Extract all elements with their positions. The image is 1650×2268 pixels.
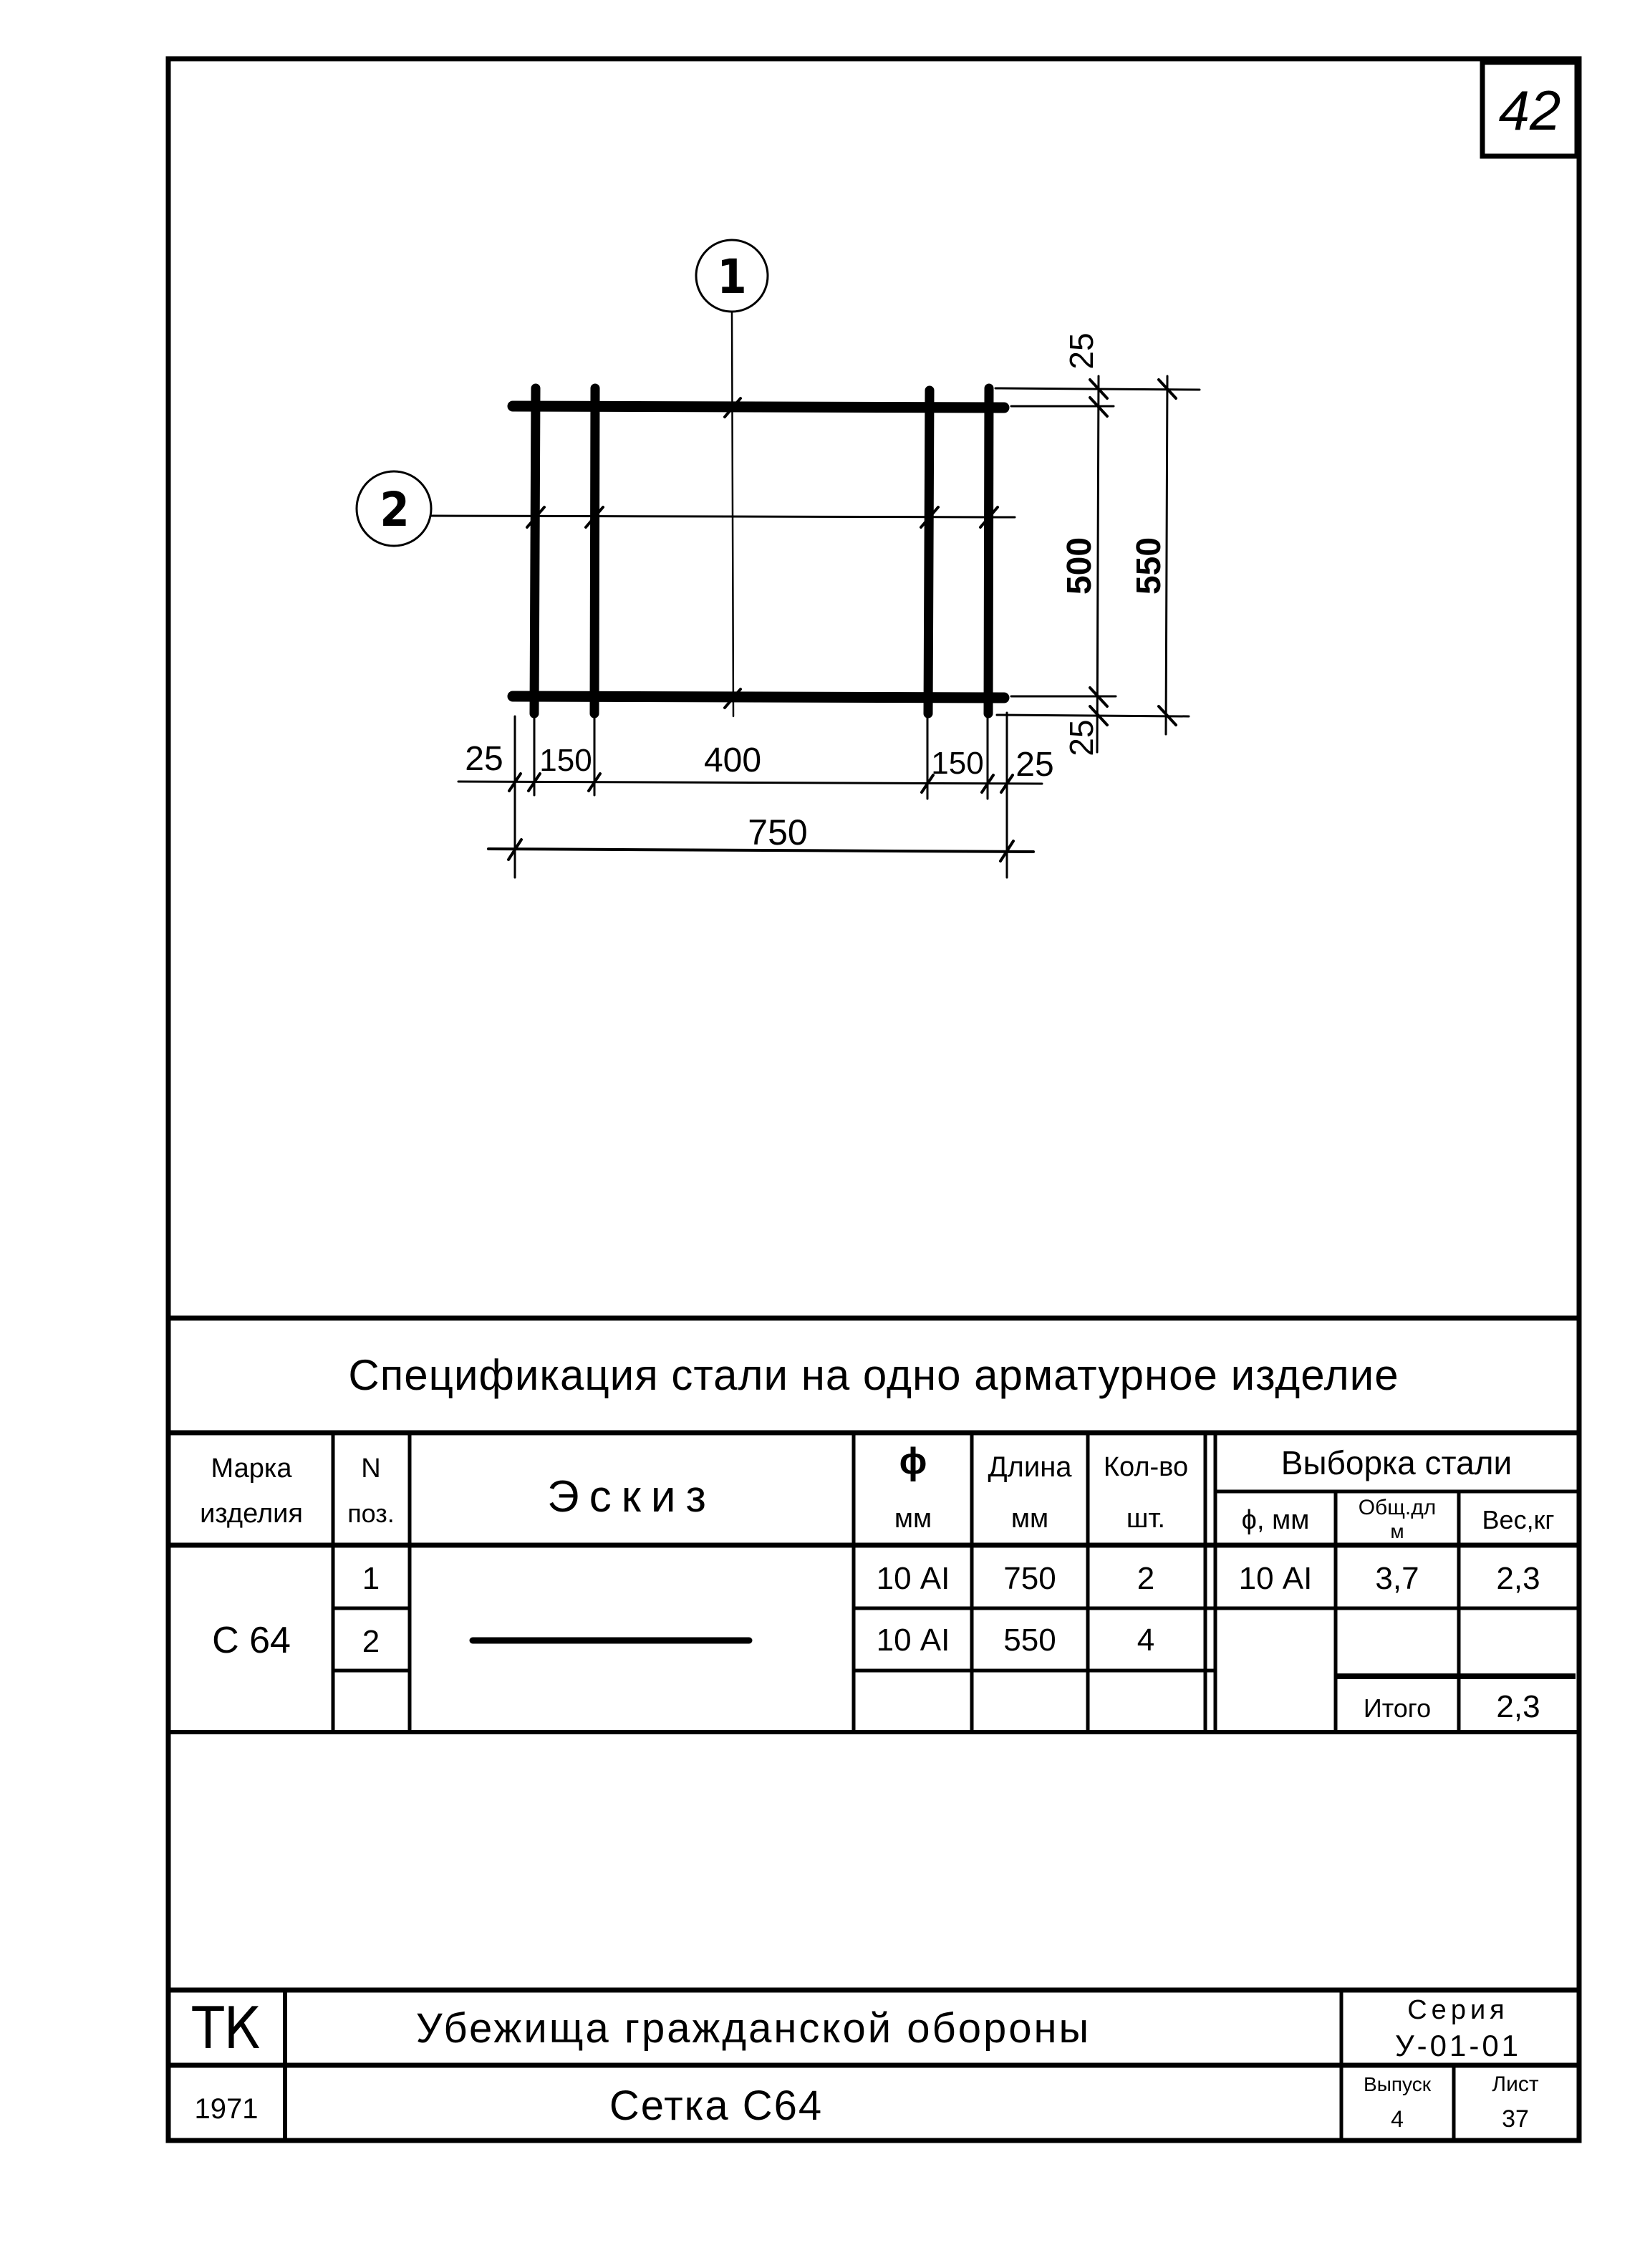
- header-pos-line2: поз.: [347, 1499, 395, 1528]
- dim-label-left-offset: 25: [465, 740, 503, 778]
- row-1-diameter: 10 АI: [876, 1561, 950, 1596]
- row-2-position: 2: [362, 1624, 380, 1659]
- header-selection-diameter: ϕ, мм: [1241, 1505, 1310, 1535]
- dim-label-bottom-offset: 25: [1063, 719, 1100, 756]
- dim-label-right-spacing: 150: [931, 746, 984, 781]
- header-diameter-line1: ϕ: [899, 1441, 927, 1482]
- header-selection-weight: Вес,кг: [1482, 1505, 1555, 1534]
- sheet-label: Лист: [1492, 2072, 1539, 2096]
- callout-position-1: 1: [717, 249, 747, 304]
- spec-title: Спецификация стали на одно арматурное изделие: [348, 1351, 1399, 1399]
- issue-value: 4: [1391, 2106, 1404, 2132]
- row-2-diameter: 10 АI: [876, 1623, 950, 1658]
- sheet-frame: [168, 59, 1579, 2140]
- header-qty-line1: Кол-во: [1103, 1452, 1189, 1482]
- header-steel-selection: Выборка стали: [1280, 1444, 1512, 1481]
- dim-label-right-offset: 25: [1015, 746, 1054, 784]
- row-1-position: 1: [362, 1561, 380, 1596]
- page-number: 42: [1498, 79, 1561, 142]
- sheet-title: Сетка С64: [609, 2082, 824, 2129]
- dim-label-left-spacing: 150: [539, 743, 592, 778]
- selection-row-1-diameter: 10 АI: [1238, 1561, 1313, 1596]
- total-weight-value: 2,3: [1496, 1689, 1540, 1724]
- header-sketch: Эскиз: [547, 1472, 716, 1522]
- header-selection-total-length-line1: Общ.дл: [1358, 1496, 1437, 1519]
- dim-label-middle-spacing: 400: [703, 741, 762, 779]
- dim-label-top-offset: 25: [1063, 332, 1100, 370]
- row-2-quantity: 4: [1137, 1623, 1155, 1658]
- organization-code: ТК: [192, 1995, 261, 2062]
- product-mark: С 64: [212, 1620, 291, 1661]
- header-diameter-line2: мм: [894, 1504, 932, 1534]
- dim-label-overall-width: 750: [748, 812, 808, 852]
- total-label: Итого: [1363, 1693, 1432, 1723]
- header-length-line1: Длина: [988, 1451, 1072, 1483]
- selection-row-1-weight: 2,3: [1496, 1561, 1540, 1596]
- row-2-length: 550: [1003, 1623, 1056, 1658]
- year: 1971: [194, 2093, 259, 2125]
- header-pos-line1: N: [361, 1453, 381, 1484]
- issue-label: Выпуск: [1364, 2073, 1431, 2095]
- selection-row-1-total-length: 3,7: [1375, 1561, 1419, 1596]
- header-mark-line1: Марка: [211, 1453, 292, 1484]
- dim-label-inner-height: 500: [1061, 537, 1099, 595]
- header-selection-total-length-line2: м: [1390, 1520, 1404, 1542]
- series-value: У-01-01: [1394, 2029, 1522, 2062]
- header-qty-line2: шт.: [1126, 1504, 1166, 1534]
- sheet-value: 37: [1502, 2105, 1529, 2133]
- dim-label-overall-height: 550: [1130, 537, 1168, 595]
- series-label: Серия: [1407, 1995, 1509, 2025]
- callout-position-2: 2: [380, 482, 410, 537]
- row-1-length: 750: [1003, 1561, 1056, 1596]
- header-length-line2: мм: [1010, 1504, 1049, 1534]
- row-1-quantity: 2: [1137, 1561, 1155, 1596]
- header-mark-line2: изделия: [200, 1499, 303, 1529]
- project-title: Убежища гражданской обороны: [415, 2005, 1091, 2052]
